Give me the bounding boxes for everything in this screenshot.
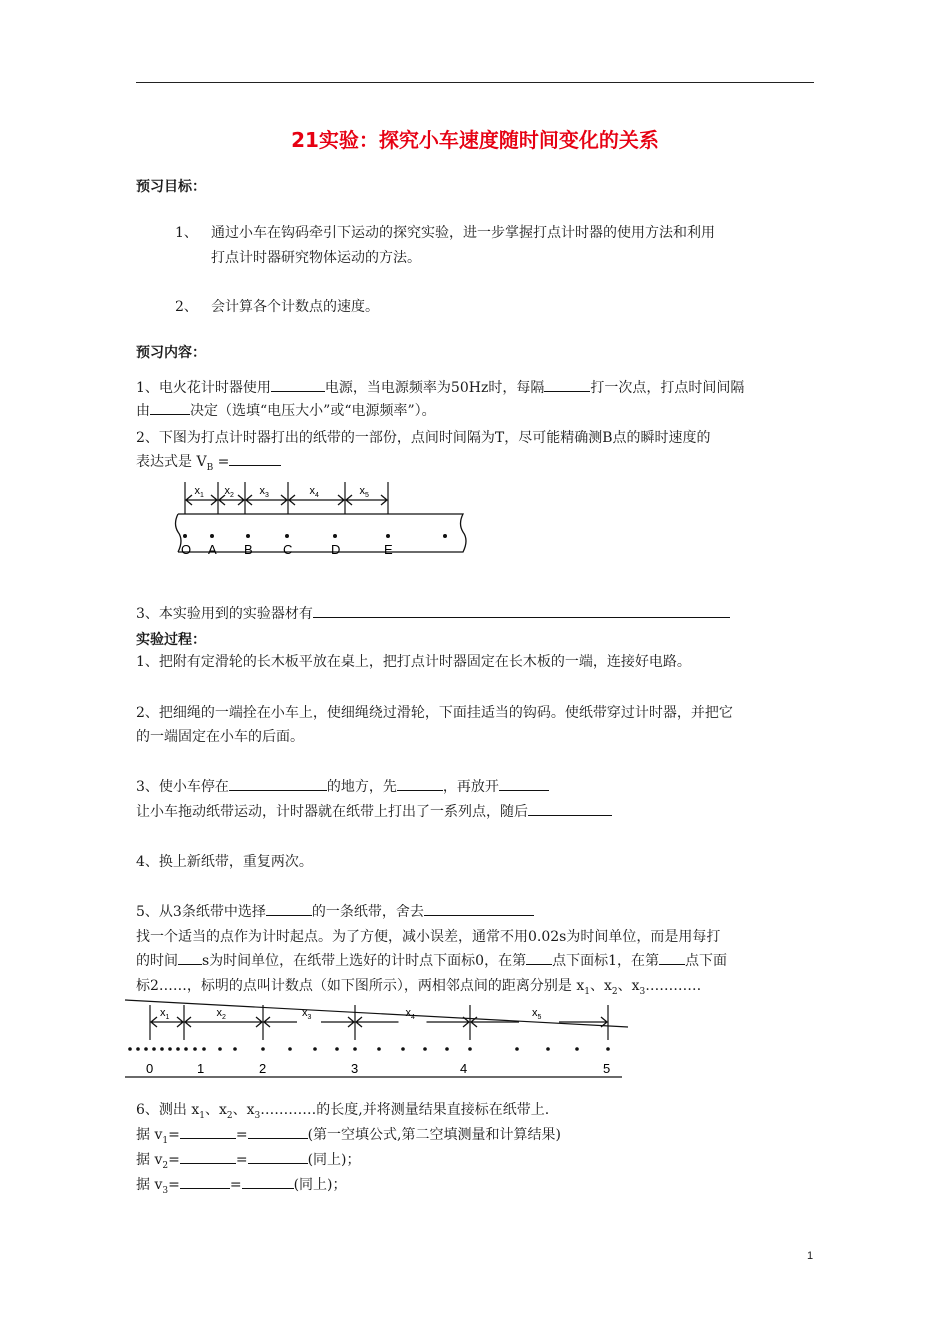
tape-2-dot-6 bbox=[176, 1047, 180, 1051]
s6-sub-1: 1 bbox=[199, 1110, 205, 1121]
tape-1-label-x3: $x_3$ bbox=[259, 485, 269, 499]
v2-text-a: 据 v bbox=[136, 1152, 163, 1168]
tape-2-dot-14 bbox=[313, 1047, 317, 1051]
s5-text-a: 5、从3条纸带中选择 bbox=[136, 904, 266, 920]
page-number: 1 bbox=[807, 1250, 814, 1262]
s5-text-h4: 、x bbox=[617, 978, 640, 994]
tape-1-dots bbox=[183, 534, 447, 538]
tape-2-dot-19 bbox=[423, 1047, 427, 1051]
tape-2-dot-23 bbox=[546, 1047, 550, 1051]
s6-text-a4: 、x bbox=[232, 1102, 255, 1118]
goal-2-num: 2、 bbox=[175, 299, 198, 315]
tape-2-dot-16 bbox=[353, 1047, 357, 1051]
v2-sub: 2 bbox=[162, 1160, 169, 1171]
step-2-line1: 2、把细绳的一端拴在小车上，使细绳绕过滑轮，下面挂适当的钩码。使纸带穿过计时器，并把它 bbox=[136, 705, 733, 721]
v2-blank-formula[interactable] bbox=[180, 1149, 236, 1164]
tape-1-point-O: O bbox=[181, 542, 192, 557]
s3-text-d: 让小车拖动纸带运动，计时器就在纸带上打出了一系列点，随后 bbox=[136, 804, 528, 820]
tape-diagram-1 bbox=[160, 480, 480, 565]
tape-1-dot-5 bbox=[386, 534, 390, 538]
tape-2-dot-5 bbox=[168, 1047, 172, 1051]
tape-1-label-x1: $x_1$ bbox=[194, 485, 204, 499]
tape-1-segment-labels bbox=[195, 485, 370, 499]
step-6-v3 bbox=[136, 1173, 347, 1203]
v1-text-a: 据 v bbox=[136, 1127, 163, 1143]
tape-2-count-5: 5 bbox=[603, 1061, 611, 1076]
goal-1-line1: 通过小车在钩码牵引下运动的探究实验，进一步掌握打点计时器的使用方法和利用 bbox=[211, 225, 715, 241]
q3-blank-2[interactable] bbox=[417, 603, 567, 618]
tape-1-point-C: C bbox=[283, 542, 293, 557]
tape-2-label-x3: $x_3$ bbox=[302, 1007, 312, 1021]
s3-blank-first[interactable] bbox=[397, 776, 443, 791]
tape-2-top-edge bbox=[125, 1000, 628, 1027]
tape-1-label-x5: $x_5$ bbox=[359, 485, 369, 499]
tape-1-label-x4: $x_4$ bbox=[309, 485, 319, 499]
heading-preview-goals: 预习目标： bbox=[136, 179, 206, 195]
s5-text-f: 点下面标1，在第 bbox=[552, 953, 660, 969]
tape-2-label-x4: $x_4$ bbox=[405, 1007, 415, 1021]
q2-text-b: 表达式是 V bbox=[136, 454, 207, 470]
tape-2-dot-8 bbox=[193, 1047, 197, 1051]
step-2-line2: 的一端固定在小车的后面。 bbox=[136, 729, 304, 745]
heading-procedure: 实验过程： bbox=[136, 632, 206, 648]
header-rule bbox=[136, 82, 814, 83]
tape-2-dot-4 bbox=[160, 1047, 164, 1051]
s6-text-a6: …………的长度,并将测量结果直接标在纸带上. bbox=[260, 1102, 550, 1118]
v1-blank-result[interactable] bbox=[248, 1124, 308, 1139]
tape-2-dot-1 bbox=[136, 1047, 140, 1051]
tape-2-dot-10 bbox=[218, 1047, 222, 1051]
q1-text-d: 由 bbox=[136, 403, 150, 419]
s5-text-e: s为时间单位，在纸带上选好的计时点下面标0，在第 bbox=[202, 953, 527, 969]
goal-1-num: 1、 bbox=[175, 225, 198, 241]
v3-sub: 3 bbox=[162, 1185, 169, 1196]
tape-2-label-x5: $x_5$ bbox=[532, 1007, 542, 1021]
goal-2 bbox=[175, 296, 379, 316]
tape-2-dot-15 bbox=[335, 1047, 339, 1051]
tape-2-dot-11 bbox=[233, 1047, 237, 1051]
q3-blank-3[interactable] bbox=[567, 603, 730, 618]
s5-text-b: 的一条纸带，舍去 bbox=[311, 904, 424, 920]
v3-eq1: = bbox=[168, 1177, 180, 1193]
s3-blank-then[interactable] bbox=[528, 801, 612, 816]
tape-1-dot-2 bbox=[246, 534, 250, 538]
v1-eq1: = bbox=[168, 1127, 180, 1143]
tape-2-dot-18 bbox=[401, 1047, 405, 1051]
s5-text-h6: ………… bbox=[645, 978, 702, 994]
goal-2-line1: 会计算各个计数点的速度。 bbox=[211, 299, 379, 315]
step-5-line3 bbox=[136, 949, 727, 973]
tape-1-dot-4 bbox=[333, 534, 337, 538]
q1-blank-determined-by[interactable] bbox=[150, 400, 190, 415]
s3-blank-release[interactable] bbox=[499, 776, 549, 791]
q2-subscript: B bbox=[206, 462, 214, 473]
tape-2-dot-24 bbox=[575, 1047, 579, 1051]
s5-sub-1: 1 bbox=[584, 986, 590, 997]
tape-1-label-x2: $x_2$ bbox=[224, 485, 234, 499]
tape-2-count-1: 1 bbox=[197, 1061, 205, 1076]
tape-2-dot-17 bbox=[377, 1047, 381, 1051]
v1-eq2: = bbox=[235, 1127, 248, 1143]
v3-note: (同上)； bbox=[293, 1177, 347, 1193]
tape-2-label-x1: $x_1$ bbox=[160, 1007, 170, 1021]
tape-2-count-labels bbox=[146, 1061, 610, 1076]
q1-text-a: 1、电火花计时器使用 bbox=[136, 380, 271, 396]
s6-text-a2: 、x bbox=[205, 1102, 227, 1118]
tape-1-point-B: B bbox=[244, 542, 253, 557]
tape-1-dot-1 bbox=[210, 534, 214, 538]
q1-text-c: 打一次点，打点时间间隔 bbox=[590, 380, 745, 396]
s6-text-a: 6、测出 x bbox=[136, 1102, 200, 1118]
question-1-line1 bbox=[136, 376, 744, 400]
tape-1-point-E: E bbox=[384, 542, 393, 557]
tape-1-dot-0 bbox=[183, 534, 187, 538]
question-2-line2 bbox=[136, 450, 281, 480]
s5-text-h: 标2……，标明的点叫计数点（如下图所示），两相邻点间的距离分别是 x bbox=[136, 978, 585, 994]
v1-sub: 1 bbox=[162, 1135, 169, 1146]
tape-1-dot-3 bbox=[285, 534, 289, 538]
goal-1 bbox=[175, 222, 715, 242]
step-5-line2: 找一个适当的点作为计时起点。为了方便，减小误差，通常不用0.02s为时间单位，而是用每打 bbox=[136, 929, 721, 945]
step-3-line1 bbox=[136, 775, 549, 799]
q2-text-c: = bbox=[213, 454, 230, 470]
tape-1-point-D: D bbox=[331, 542, 341, 557]
q3-blank-1[interactable] bbox=[313, 603, 417, 618]
s5-sub-2: 2 bbox=[611, 986, 618, 997]
v1-blank-formula[interactable] bbox=[180, 1124, 236, 1139]
s6-sub-2: 2 bbox=[226, 1110, 233, 1121]
q1-text-b: 电源，当电源频率为50Hz时，每隔 bbox=[324, 380, 545, 396]
s5-blank-point2[interactable] bbox=[659, 950, 685, 965]
q1-blank-interval[interactable] bbox=[544, 377, 590, 392]
tape-2-dot-2 bbox=[144, 1047, 148, 1051]
tape-diagram-2 bbox=[125, 1000, 645, 1080]
v3-eq2: = bbox=[229, 1177, 242, 1193]
tape-2-dot-20 bbox=[445, 1047, 449, 1051]
step-4: 4、换上新纸带，重复两次。 bbox=[136, 854, 313, 870]
tape-1-point-labels bbox=[181, 542, 393, 557]
v2-eq1: = bbox=[168, 1152, 180, 1168]
step-3-line2 bbox=[136, 800, 612, 824]
v3-blank-result[interactable] bbox=[242, 1174, 294, 1189]
v2-blank-result[interactable] bbox=[248, 1149, 308, 1164]
s3-text-a: 3、使小车停在 bbox=[136, 779, 229, 795]
q1-text-e: 决定（选填“电压大小”或“电源频率”）。 bbox=[190, 403, 436, 419]
s5-text-d: 的时间 bbox=[136, 953, 178, 969]
q1-blank-power-type[interactable] bbox=[271, 377, 325, 392]
question-1-line2 bbox=[136, 399, 436, 423]
tape-2-count-3: 3 bbox=[351, 1061, 359, 1076]
tape-2-dot-7 bbox=[184, 1047, 188, 1051]
tape-2-dots bbox=[128, 1047, 610, 1051]
s5-text-g: 点下面 bbox=[685, 953, 728, 969]
tape-2-count-2: 2 bbox=[259, 1061, 267, 1076]
s5-blank-discard[interactable] bbox=[424, 901, 534, 916]
v1-note: (第一空填公式,第二空填测量和计算结果) bbox=[307, 1127, 561, 1143]
tape-2-dot-13 bbox=[288, 1047, 292, 1051]
s5-text-h2: 、x bbox=[590, 978, 612, 994]
v3-text-a: 据 v bbox=[136, 1177, 163, 1193]
step-1: 1、把附有定滑轮的长木板平放在桌上，把打点计时器固定在长木板的一端，连接好电路。 bbox=[136, 654, 691, 670]
tape-2-dot-0 bbox=[128, 1047, 132, 1051]
v3-blank-formula[interactable] bbox=[180, 1174, 230, 1189]
question-3 bbox=[136, 602, 730, 626]
s3-text-b: 的地方，先 bbox=[326, 779, 397, 795]
s5-blank-time[interactable] bbox=[178, 950, 202, 965]
s5-blank-choose[interactable] bbox=[266, 901, 312, 916]
heading-preview-content: 预习内容： bbox=[136, 345, 206, 361]
tape-2-label-x2: $x_2$ bbox=[216, 1007, 226, 1021]
tape-2-dot-9 bbox=[202, 1047, 206, 1051]
s3-blank-position[interactable] bbox=[229, 776, 327, 791]
tape-2-dot-25 bbox=[606, 1047, 610, 1051]
v2-note: (同上)； bbox=[307, 1152, 361, 1168]
s6-sub-3: 3 bbox=[254, 1110, 261, 1121]
tape-2-dot-3 bbox=[152, 1047, 156, 1051]
tape-1-dot-6 bbox=[443, 534, 447, 538]
tape-2-count-0: 0 bbox=[146, 1061, 154, 1076]
tape-1-arrows bbox=[186, 495, 387, 505]
s3-text-c: ，再放开 bbox=[442, 779, 499, 795]
s5-sub-3: 3 bbox=[639, 986, 646, 997]
v2-eq2: = bbox=[235, 1152, 248, 1168]
tape-1-point-A: A bbox=[208, 542, 217, 557]
tape-2-dot-22 bbox=[515, 1047, 519, 1051]
s5-blank-point1[interactable] bbox=[526, 950, 552, 965]
step-5-line1 bbox=[136, 900, 534, 924]
tape-1-outline bbox=[176, 514, 467, 552]
question-2-line1: 2、下图为打点计时器打出的纸带的一部份，点间时间隔为T，尽可能精确测B点的瞬时速度的 bbox=[136, 430, 711, 446]
page-title: 21实验：探究小车速度随时间变化的关系 bbox=[291, 128, 659, 152]
q3-text: 3、本实验用到的实验器材有 bbox=[136, 606, 313, 622]
goal-1-line2: 打点计时器研究物体运动的方法。 bbox=[211, 250, 421, 266]
tape-2-count-4: 4 bbox=[460, 1061, 468, 1076]
q2-blank-vb[interactable] bbox=[229, 451, 281, 466]
tape-2-dot-21 bbox=[468, 1047, 472, 1051]
tape-2-dot-12 bbox=[261, 1047, 265, 1051]
